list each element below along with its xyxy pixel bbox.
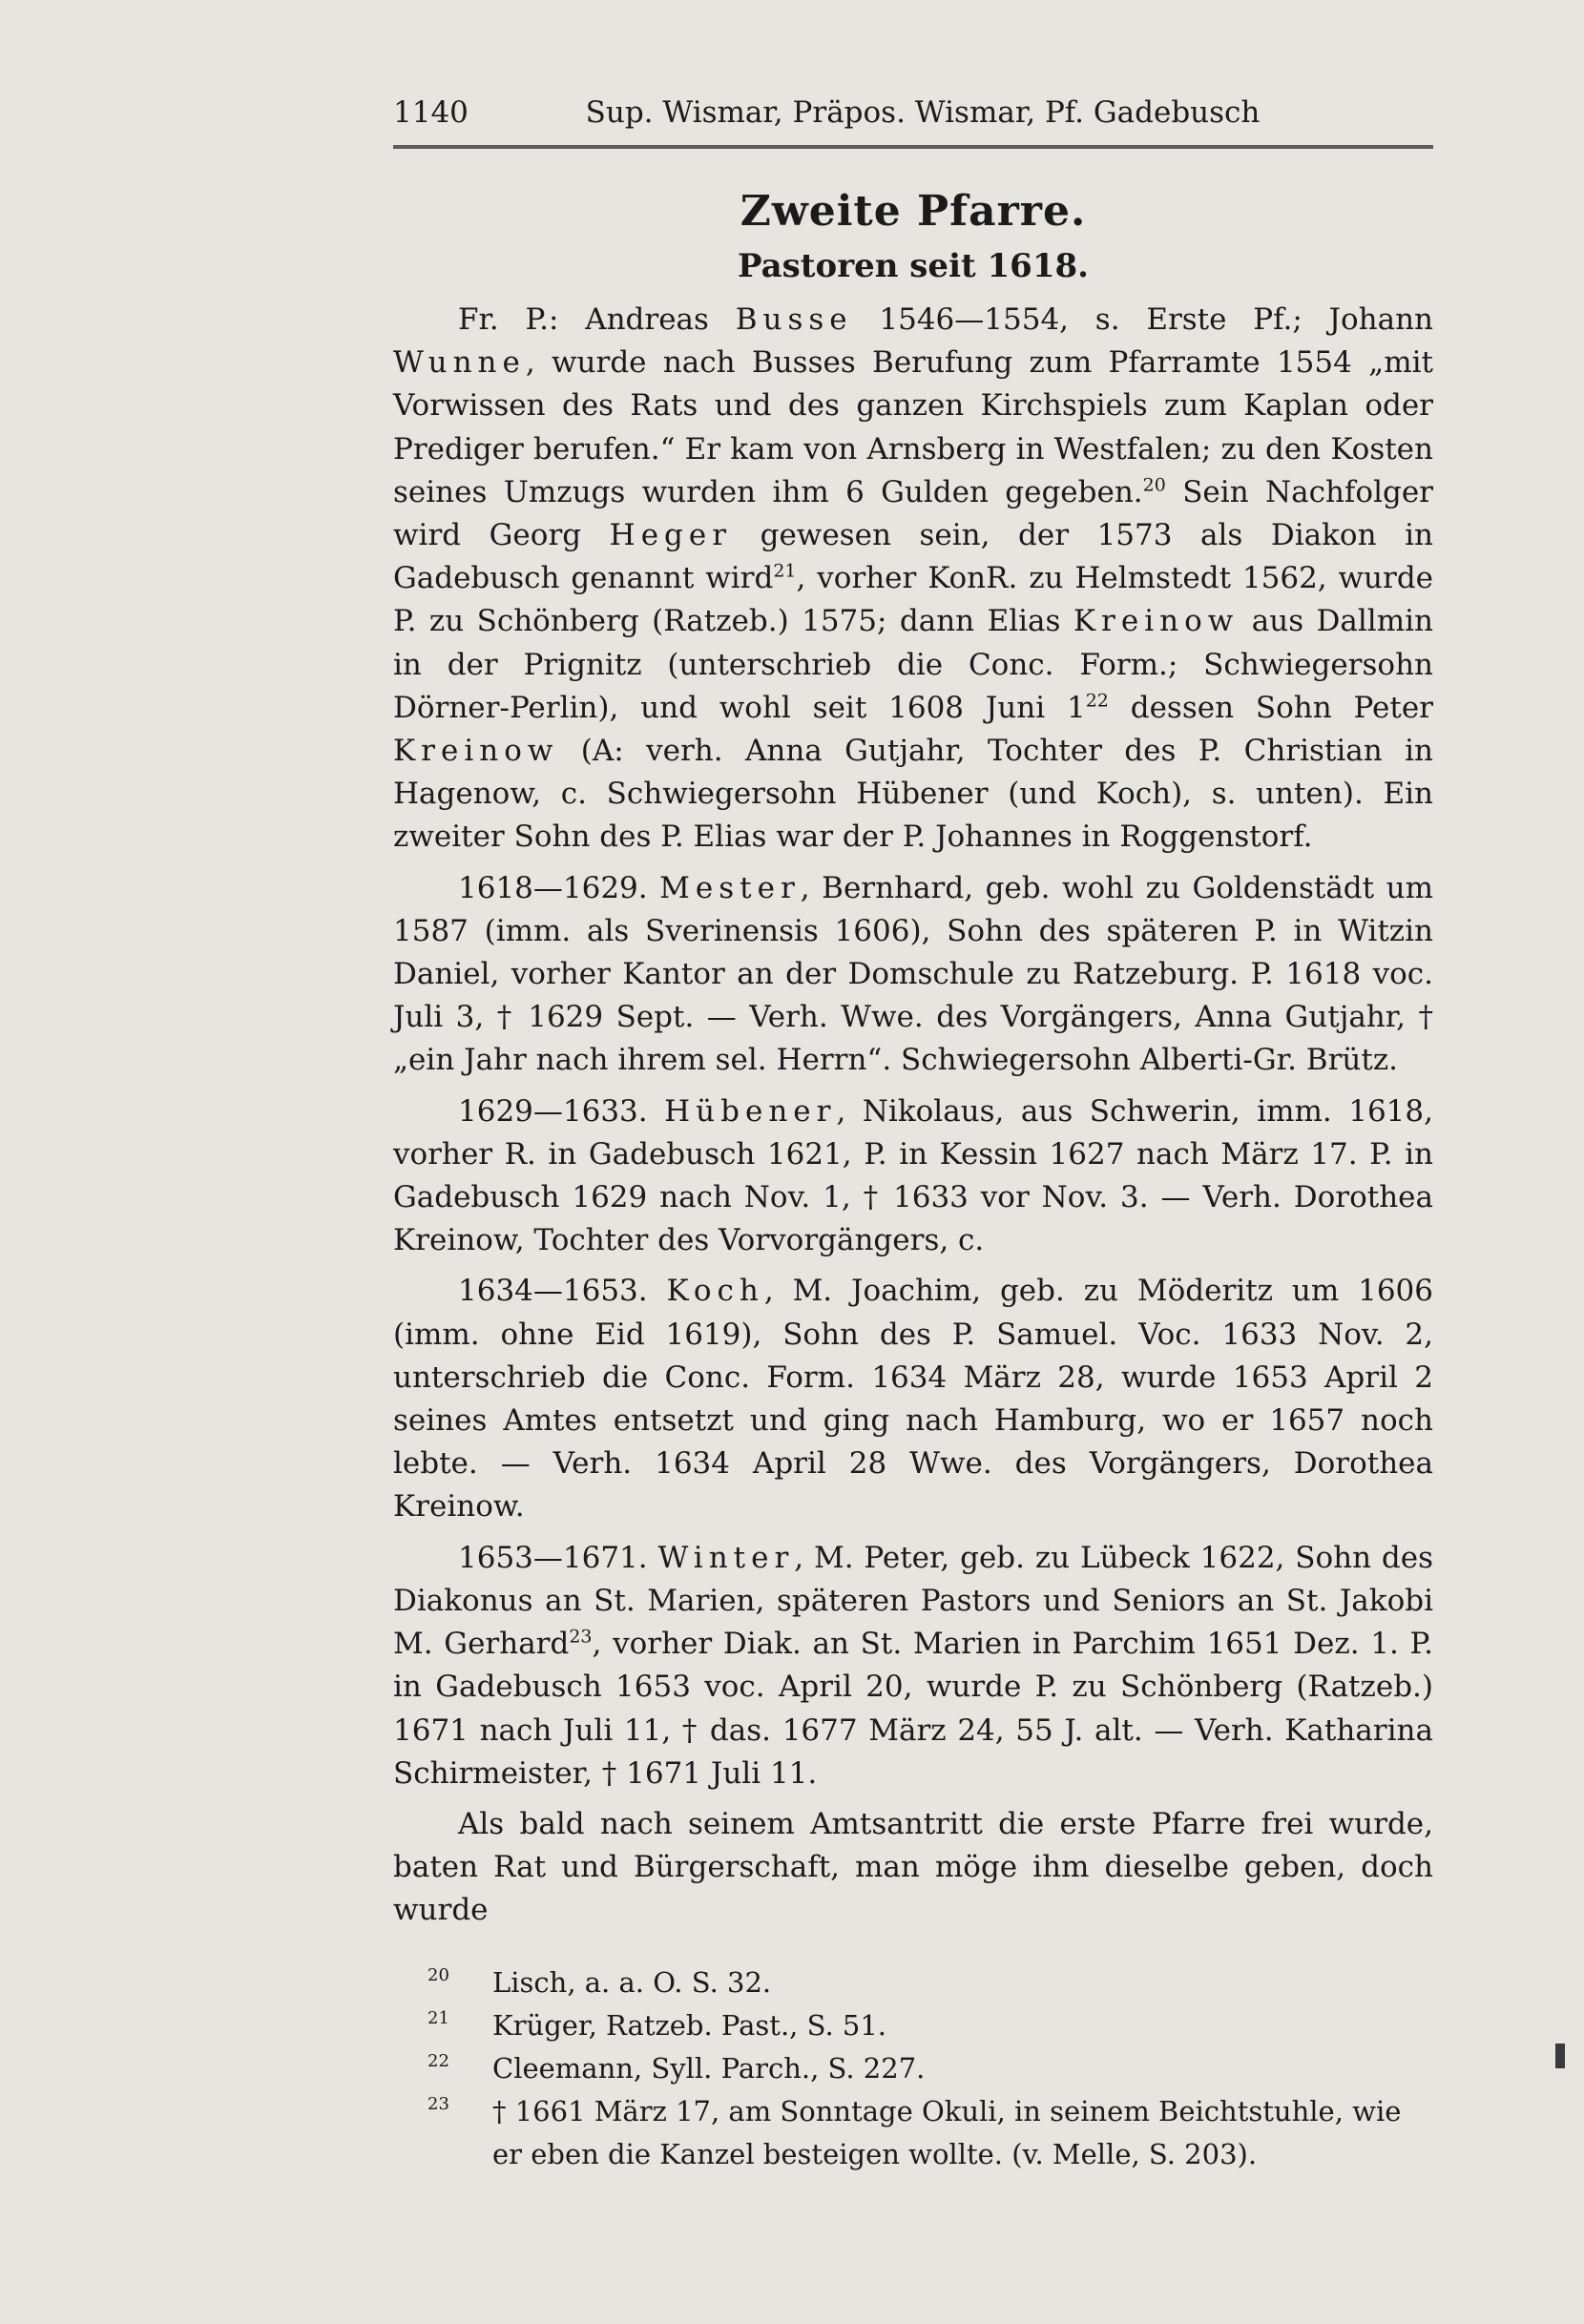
footnote-text: Krüger, Ratzeb. Past., S. 51.: [492, 2008, 887, 2042]
section-subtitle: Pastoren seit 1618.: [737, 247, 1089, 285]
paragraph: [393, 1090, 1433, 1263]
footnotes: [393, 1961, 1433, 2176]
footnote-number: 23: [427, 2093, 449, 2114]
footnote: [393, 2004, 1433, 2047]
spaced-name: Kreinow: [393, 734, 559, 769]
text-run: 1653—1671.: [458, 1540, 658, 1575]
footnote: [393, 2090, 1433, 2176]
footnote-ref: 21: [773, 560, 797, 582]
footnote-number: 20: [427, 1964, 449, 1985]
text-run: , wurde nach Busses Berufung zum Pfarramte 1554 „mit Vorwissen des Rats und des ganzen Kirchspiels zum Kaplan oder Prediger berufen.“ Er kam von Arnsberg in Westfalen; zu den Kosten seines Umzugs wurden ihm 6 Gulden gegeben.: [393, 345, 1433, 509]
running-header: [393, 95, 1433, 149]
page-content: [393, 95, 1433, 2176]
footnote: [393, 2047, 1433, 2090]
text-run: , M. Joachim, geb. zu Möderitz um 1606 (imm. ohne Eid 1619), Sohn des P. Samuel. Voc. 1633 Nov. 2, unterschrieb die Conc. Form. 1634 März 28, wurde 1653 April 2 seines Amtes entsetzt und ging nach Hamburg, wo er 1657 noch lebte. — Verh. 1634 April 28 Wwe. des Vorgängers, Dorothea Kreinow.: [393, 1274, 1433, 1525]
running-title: Sup. Wismar, Präpos. Wismar, Pf. Gadebusch: [585, 95, 1261, 130]
paragraph: [393, 867, 1433, 1083]
footnote: [393, 1961, 1433, 2004]
text-run: 1629—1633.: [458, 1093, 665, 1129]
spaced-name: Winter: [657, 1540, 795, 1575]
text-run: 1634—1653.: [458, 1274, 667, 1309]
spaced-name: Heger: [609, 518, 733, 553]
footnote-ref: 20: [1142, 474, 1166, 496]
text-run: , M. Peter, geb. zu Lübeck 1622, Sohn des Diakonus an St. Marien, späteren Pastors und Seniors an St. Jakobi M. Gerhard: [393, 1540, 1433, 1662]
spaced-name: Busse: [735, 302, 853, 337]
text-run: , Nikolaus, aus Schwerin, imm. 1618, vorher R. in Gadebusch 1621, P. in Kessin 1627 nach März 17. P. in Gadebusch 1629 nach Nov. 1, † 1633 vor Nov. 3. — Verh. Dorothea Kreinow, Tochter des Vorvorgängers, c.: [393, 1093, 1433, 1258]
text-run: 1546—1554, s. Erste Pf.; Johann: [852, 302, 1434, 337]
text-run: dessen Sohn Peter: [1108, 690, 1433, 725]
page-edge-mark: [1555, 2044, 1565, 2068]
page-number: 1140: [393, 95, 469, 130]
text-run: , vorher Diak. an St. Marien in Parchim 1651 Dez. 1. P. in Gadebusch 1653 voc. April 20, wurde P. zu Schönberg (Ratzeb.) 1671 nach Juli 11, † das. 1677 März 24, 55 J. alt. — Verh. Katharina Schirmeister, † 1671 Juli 11.: [393, 1627, 1433, 1791]
footnote-text: Cleemann, Syll. Parch., S. 227.: [492, 2051, 926, 2085]
paragraph: [393, 1537, 1433, 1795]
footnote-number: 21: [427, 2007, 449, 2028]
spaced-name: Hübener: [664, 1093, 837, 1129]
footnote-ref: 23: [569, 1626, 593, 1648]
paragraph: [393, 1270, 1433, 1528]
text-run: aus Dallmin in der Prignitz (unterschrieb die Conc. Form.; Schwiegersohn Dörner-Perlin), und wohl seit 1608 Juni 1: [393, 604, 1433, 725]
spaced-name: Mester: [659, 870, 801, 905]
text-run: gewesen sein, der 1573 als Diakon in Gadebusch genannt wird: [393, 518, 1433, 596]
body-text: [393, 299, 1433, 1933]
spaced-name: Koch: [666, 1274, 764, 1309]
text-run: 1618—1629.: [458, 870, 660, 905]
footnote-ref: 22: [1085, 690, 1109, 712]
paragraph: [393, 299, 1433, 860]
text-run: (A: verh. Anna Gutjahr, Tochter des P. Christian in Hagenow, c. Schwiegersohn Hübener (und Koch), s. unten). Ein zweiter Sohn des P. Elias war der P. Johannes in Roggenstorf.: [393, 734, 1433, 855]
footnote-text: Lisch, a. a. O. S. 32.: [492, 1965, 772, 1999]
spaced-name: Wunne: [393, 345, 526, 381]
section-title: Zweite Pfarre.: [740, 187, 1087, 236]
footnote-number: 22: [427, 2050, 449, 2071]
paragraph: [393, 1803, 1433, 1933]
text-run: Fr. P.: Andreas: [458, 302, 736, 337]
text-run: Sein Nachfolger wird Georg: [393, 474, 1433, 553]
footnote-text: † 1661 März 17, am Sonntage Okuli, in seinem Beichtstuhle, wie er eben die Kanzel besteigen wollte. (v. Melle, S. 203).: [492, 2094, 1402, 2170]
spaced-name: Kreinow: [1073, 604, 1240, 639]
text-run: Als bald nach seinem Amtsantritt die erste Pfarre frei wurde, baten Rat und Bürgerschaft, man möge ihm dieselbe geben, doch wurde: [393, 1806, 1433, 1928]
text-run: , vorher KonR. zu Helmstedt 1562, wurde P. zu Schönberg (Ratzeb.) 1575; dann Elias: [393, 561, 1434, 639]
text-run: , Bernhard, geb. wohl zu Goldenstädt um 1587 (imm. als Sverinensis 1606), Sohn des späteren P. in Witzin Daniel, vorher Kantor an der Domschule zu Ratzeburg. P. 1618 voc. Juli 3, † 1629 Sept. — Verh. Wwe. des Vorgängers, Anna Gutjahr, † „ein Jahr nach ihrem sel. Herrn“. Schwiegersohn Alberti-Gr. Brütz.: [393, 870, 1433, 1078]
